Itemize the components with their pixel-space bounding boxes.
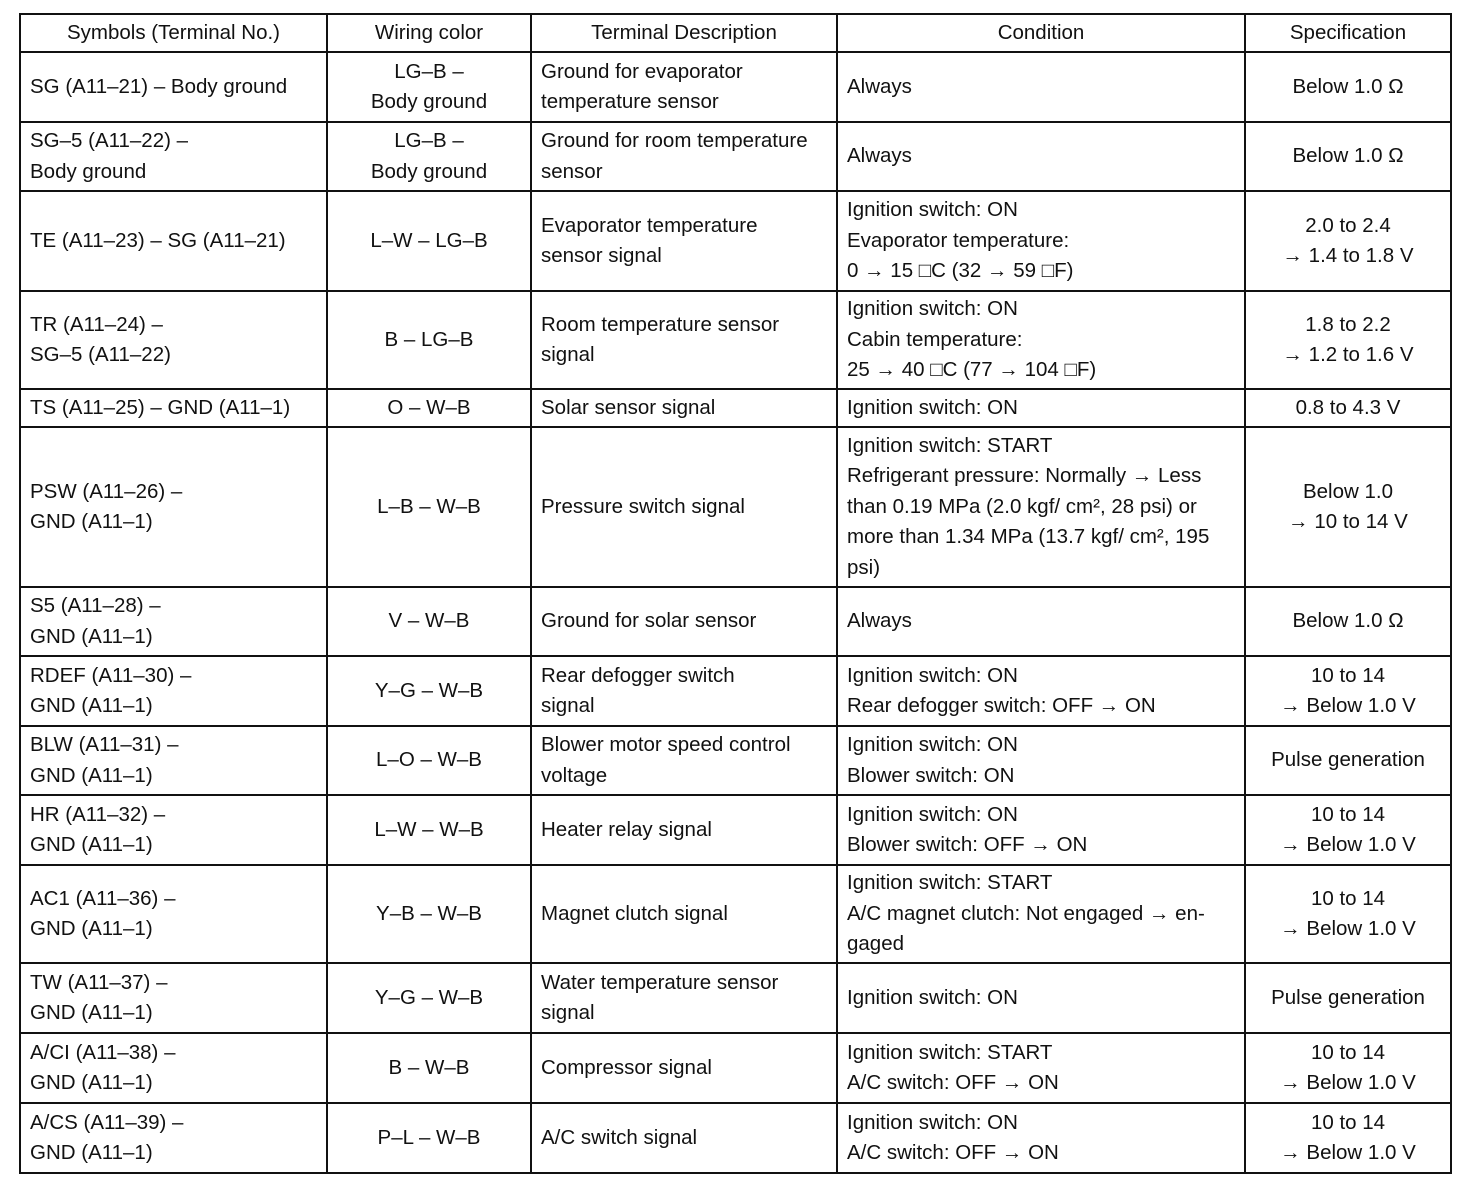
- cell-description: [531, 795, 837, 865]
- cell-line: LG–B –: [394, 129, 464, 152]
- cell-line: Heater relay signal: [541, 817, 712, 841]
- cell-line: L–O – W–B: [376, 748, 482, 772]
- cell-description: [531, 427, 837, 587]
- cell-symbol: [20, 587, 327, 656]
- cell-line: → Below 1.0 V: [1280, 833, 1416, 856]
- cell-line: A/C switch signal: [541, 1125, 698, 1149]
- cell-line: Ignition switch: ON: [847, 733, 1018, 756]
- cell-line: → Below 1.0 V: [1280, 1141, 1416, 1164]
- cell-line: signal: [541, 694, 595, 717]
- cell-line: Rear defogger switch: OFF → ON: [847, 694, 1156, 717]
- header-symbols: Symbols (Terminal No.): [20, 14, 327, 52]
- cell-line: signal: [541, 1001, 595, 1024]
- cell-line: voltage: [541, 763, 608, 787]
- cell-line: RDEF (A11–30) –: [30, 663, 192, 687]
- cell-line: A/C switch: OFF → ON: [847, 1071, 1059, 1094]
- cell-symbol: [20, 1033, 327, 1103]
- cell-line: Below 1.0 Ω: [1292, 144, 1404, 168]
- cell-line: GND (A11–1): [30, 763, 153, 787]
- table-row: [20, 291, 1451, 389]
- cell-condition: [837, 291, 1245, 389]
- cell-description: [531, 1103, 837, 1173]
- table-row: [20, 427, 1451, 587]
- cell-condition: [837, 656, 1245, 726]
- cell-symbol: [20, 52, 327, 122]
- table-row: [20, 587, 1451, 656]
- cell-line: SG–5 (A11–22) –: [30, 129, 189, 152]
- cell-wiring-color: [327, 865, 531, 963]
- cell-line: 10 to 14: [1310, 1040, 1386, 1064]
- header-terminal-description: Terminal Description: [531, 14, 837, 52]
- cell-condition: [837, 52, 1245, 122]
- table-row: [20, 122, 1451, 191]
- cell-line: S5 (A11–28) –: [30, 594, 161, 617]
- cell-line: Y–G – W–B: [374, 678, 484, 702]
- cell-line: Ignition switch: ON: [847, 395, 1018, 419]
- cell-line: Ground for evaporator: [541, 59, 743, 83]
- cell-line: Magnet clutch signal: [541, 901, 728, 925]
- cell-line: O – W–B: [387, 395, 471, 419]
- cell-line: 0 → 15 □C (32 → 59 □F): [847, 259, 1074, 283]
- cell-line: GND (A11–1): [30, 694, 153, 717]
- terminal-spec-table: [19, 13, 1452, 1174]
- table-row: [20, 656, 1451, 726]
- cell-line: Always: [847, 609, 912, 633]
- cell-line: Ignition switch: ON: [847, 297, 1018, 321]
- cell-specification: [1245, 122, 1451, 191]
- header-specification: Specification: [1245, 14, 1451, 52]
- cell-symbol: [20, 389, 327, 427]
- cell-description: [531, 191, 837, 291]
- cell-line: SG–5 (A11–22): [30, 343, 171, 366]
- cell-line: Ignition switch: START: [847, 433, 1053, 457]
- cell-wiring-color: [327, 52, 531, 122]
- table-row: [20, 963, 1451, 1033]
- cell-line: Ignition switch: ON: [847, 985, 1018, 1009]
- cell-symbol: [20, 963, 327, 1033]
- cell-symbol: [20, 122, 327, 191]
- header-condition: Condition: [837, 14, 1245, 52]
- cell-line: → 10 to 14 V: [1288, 510, 1408, 533]
- cell-line: gaged: [847, 932, 905, 956]
- cell-line: TR (A11–24) –: [30, 312, 163, 336]
- cell-line: Y–G – W–B: [374, 985, 484, 1009]
- cell-line: sensor: [541, 159, 603, 183]
- cell-line: 25 → 40 □C (77 → 104 □F): [847, 358, 1097, 382]
- cell-symbol: [20, 1103, 327, 1173]
- cell-description: [531, 865, 837, 963]
- cell-description: [531, 389, 837, 427]
- cell-line: LG–B –: [394, 59, 464, 83]
- cell-line: AC1 (A11–36) –: [30, 886, 176, 910]
- cell-line: GND (A11–1): [30, 1001, 153, 1024]
- cell-line: GND (A11–1): [30, 917, 153, 940]
- cell-line: Water temperature sensor: [541, 970, 779, 994]
- cell-line: Always: [847, 144, 912, 168]
- header-row: [20, 14, 1451, 52]
- cell-line: Ground for solar sensor: [541, 609, 757, 633]
- cell-wiring-color: [327, 726, 531, 795]
- cell-line: L–B – W–B: [377, 494, 481, 518]
- cell-line: B – W–B: [388, 1055, 470, 1079]
- cell-line: 10 to 14: [1310, 886, 1386, 910]
- cell-wiring-color: [327, 656, 531, 726]
- cell-specification: [1245, 1103, 1451, 1173]
- table-row: [20, 1033, 1451, 1103]
- cell-line: Pressure switch signal: [541, 494, 745, 518]
- cell-specification: [1245, 795, 1451, 865]
- cell-condition: [837, 865, 1245, 963]
- cell-line: 1.8 to 2.2: [1305, 312, 1391, 336]
- cell-line: P–L – W–B: [377, 1125, 481, 1149]
- cell-line: → Below 1.0 V: [1280, 917, 1416, 940]
- cell-line: HR (A11–32) –: [30, 802, 166, 826]
- cell-line: L–W – LG–B: [370, 228, 488, 252]
- cell-line: GND (A11–1): [30, 624, 153, 648]
- cell-specification: [1245, 865, 1451, 963]
- cell-line: Always: [847, 74, 912, 98]
- cell-specification: [1245, 963, 1451, 1033]
- cell-line: more than 1.34 MPa (13.7 kgf/ cm², 195: [847, 525, 1210, 549]
- cell-line: GND (A11–1): [30, 510, 153, 533]
- cell-condition: [837, 427, 1245, 587]
- cell-specification: [1245, 427, 1451, 587]
- cell-line: → Below 1.0 V: [1280, 1071, 1416, 1094]
- cell-line: A/CI (A11–38) –: [30, 1040, 176, 1064]
- cell-line: 0.8 to 4.3 V: [1295, 395, 1401, 419]
- cell-condition: [837, 191, 1245, 291]
- cell-wiring-color: [327, 191, 531, 291]
- cell-wiring-color: [327, 427, 531, 587]
- cell-line: Cabin temperature:: [847, 327, 1023, 351]
- cell-line: sensor signal: [541, 244, 662, 267]
- cell-wiring-color: [327, 795, 531, 865]
- cell-line: A/C magnet clutch: Not engaged → en-: [847, 901, 1205, 925]
- cell-symbol: [20, 656, 327, 726]
- cell-condition: [837, 1103, 1245, 1173]
- cell-description: [531, 122, 837, 191]
- cell-line: Ignition switch: ON: [847, 198, 1018, 222]
- cell-specification: [1245, 291, 1451, 389]
- table-row: [20, 795, 1451, 865]
- cell-line: Evaporator temperature: [541, 213, 758, 237]
- cell-line: Blower switch: ON: [847, 763, 1015, 787]
- cell-symbol: [20, 726, 327, 795]
- cell-symbol: [20, 191, 327, 291]
- table-row: [20, 726, 1451, 795]
- cell-wiring-color: [327, 389, 531, 427]
- cell-specification: [1245, 656, 1451, 726]
- cell-condition: [837, 726, 1245, 795]
- cell-wiring-color: [327, 963, 531, 1033]
- cell-line: 10 to 14: [1310, 663, 1386, 687]
- table-body: [20, 52, 1451, 1173]
- table-row: [20, 389, 1451, 427]
- cell-line: Below 1.0: [1302, 479, 1394, 503]
- cell-line: V – W–B: [388, 609, 470, 633]
- cell-line: GND (A11–1): [30, 833, 153, 856]
- cell-line: Pulse generation: [1271, 748, 1425, 772]
- cell-line: TE (A11–23) – SG (A11–21): [30, 228, 286, 252]
- cell-description: [531, 1033, 837, 1103]
- cell-specification: [1245, 52, 1451, 122]
- cell-line: Ignition switch: ON: [847, 802, 1018, 826]
- cell-symbol: [20, 795, 327, 865]
- cell-wiring-color: [327, 291, 531, 389]
- cell-line: 10 to 14: [1310, 1110, 1386, 1134]
- cell-line: Ground for room temperature: [541, 129, 808, 152]
- cell-description: [531, 291, 837, 389]
- cell-line: → Below 1.0 V: [1280, 694, 1416, 717]
- cell-line: → 1.4 to 1.8 V: [1282, 244, 1414, 267]
- cell-condition: [837, 122, 1245, 191]
- cell-wiring-color: [327, 1103, 531, 1173]
- cell-line: L–W – W–B: [374, 817, 484, 841]
- cell-specification: [1245, 726, 1451, 795]
- cell-line: Ignition switch: ON: [847, 663, 1018, 687]
- table-row: [20, 1103, 1451, 1173]
- cell-line: PSW (A11–26) –: [30, 479, 183, 503]
- cell-line: Body ground: [370, 159, 488, 183]
- cell-line: TS (A11–25) – GND (A11–1): [30, 395, 291, 419]
- header-wiring-color: Wiring color: [327, 14, 531, 52]
- cell-line: psi): [847, 555, 881, 579]
- cell-wiring-color: [327, 1033, 531, 1103]
- cell-condition: [837, 963, 1245, 1033]
- cell-line: Body ground: [370, 90, 488, 113]
- cell-line: temperature sensor: [541, 90, 719, 113]
- cell-line: Room temperature sensor: [541, 312, 780, 336]
- cell-line: → 1.2 to 1.6 V: [1282, 343, 1414, 366]
- cell-line: Pulse generation: [1271, 985, 1425, 1009]
- cell-line: Y–B – W–B: [376, 901, 482, 925]
- cell-line: B – LG–B: [384, 327, 474, 351]
- cell-line: A/C switch: OFF → ON: [847, 1141, 1059, 1164]
- cell-specification: [1245, 389, 1451, 427]
- cell-symbol: [20, 427, 327, 587]
- cell-wiring-color: [327, 122, 531, 191]
- cell-specification: [1245, 191, 1451, 291]
- cell-line: Compressor signal: [541, 1055, 712, 1079]
- cell-description: [531, 963, 837, 1033]
- cell-line: BLW (A11–31) –: [30, 733, 179, 756]
- cell-line: Ignition switch: ON: [847, 1110, 1018, 1134]
- cell-line: Blower switch: OFF → ON: [847, 833, 1088, 856]
- cell-line: Evaporator temperature:: [847, 228, 1070, 252]
- cell-line: signal: [541, 343, 595, 366]
- cell-line: GND (A11–1): [30, 1071, 153, 1094]
- cell-line: SG (A11–21) – Body ground: [30, 74, 288, 98]
- cell-line: Blower motor speed control: [541, 733, 791, 756]
- cell-line: 2.0 to 2.4: [1305, 213, 1391, 237]
- cell-symbol: [20, 865, 327, 963]
- table-row: [20, 865, 1451, 963]
- cell-condition: [837, 389, 1245, 427]
- cell-line: Rear defogger switch: [541, 663, 735, 687]
- table-row: [20, 191, 1451, 291]
- cell-description: [531, 52, 837, 122]
- cell-line: Solar sensor signal: [541, 395, 716, 419]
- cell-description: [531, 656, 837, 726]
- cell-wiring-color: [327, 587, 531, 656]
- cell-symbol: [20, 291, 327, 389]
- cell-line: Ignition switch: START: [847, 871, 1053, 895]
- cell-description: [531, 726, 837, 795]
- cell-line: TW (A11–37) –: [30, 970, 168, 994]
- cell-specification: [1245, 587, 1451, 656]
- cell-specification: [1245, 1033, 1451, 1103]
- cell-line: 10 to 14: [1310, 802, 1386, 826]
- cell-line: GND (A11–1): [30, 1141, 153, 1164]
- cell-line: Below 1.0 Ω: [1292, 609, 1404, 633]
- cell-condition: [837, 587, 1245, 656]
- cell-line: Below 1.0 Ω: [1292, 74, 1404, 98]
- cell-condition: [837, 795, 1245, 865]
- cell-description: [531, 587, 837, 656]
- cell-condition: [837, 1033, 1245, 1103]
- cell-line: than 0.19 MPa (2.0 kgf/ cm², 28 psi) or: [847, 494, 1197, 518]
- cell-line: Ignition switch: START: [847, 1040, 1053, 1064]
- table-row: [20, 52, 1451, 122]
- cell-line: A/CS (A11–39) –: [30, 1110, 184, 1134]
- cell-line: Body ground: [30, 159, 147, 183]
- cell-line: Refrigerant pressure: Normally → Less: [847, 464, 1202, 488]
